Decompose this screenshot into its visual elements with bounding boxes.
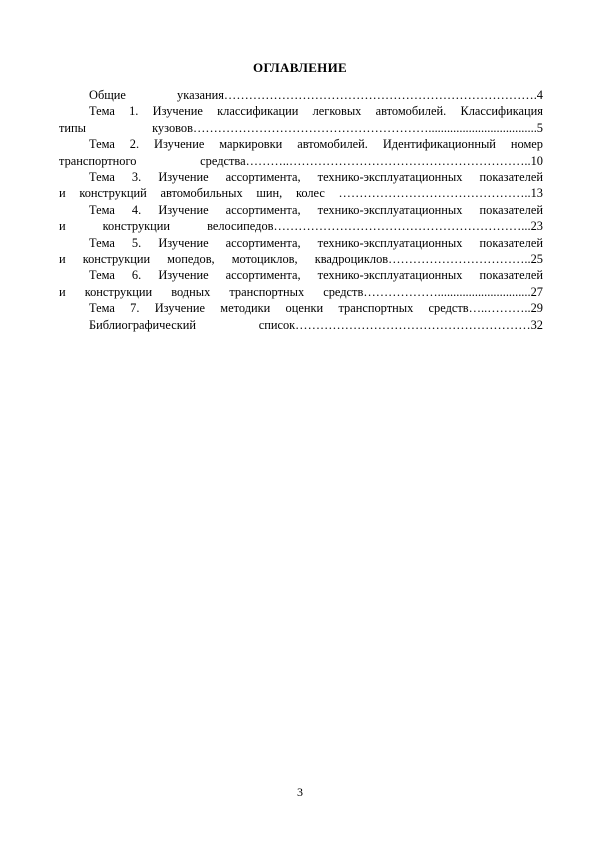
toc-entry-topic-2-line-2: транспортного средства………..…………………………………………………..10: [59, 153, 543, 168]
toc-entry-topic-7: Тема 7. Изучение методики оценки транспортных средств…..………..29: [89, 301, 543, 316]
toc-entry-topic-4-line-1: Тема 4. Изучение ассортимента, технико-эксплуатационных показателей: [89, 202, 543, 217]
page-number: 3: [297, 785, 303, 799]
toc-entry-general: Общие указания………………………………………………………………….4: [89, 88, 543, 102]
toc-entry-topic-6-line-2: и конструкции водных транспортных средств………………..............................27: [59, 284, 543, 299]
toc-entry-topic-5-line-2: и конструкции мопедов, мотоциклов, квадроциклов……………………………..25: [59, 252, 543, 267]
toc-entry-topic-2-line-1: Тема 2. Изучение маркировки автомобилей. Идентификационный номер: [89, 137, 543, 152]
toc-entry-topic-3-line-2: и конструкций автомобильных шин, колес ………………………………………..13: [59, 186, 543, 201]
toc-entry-bibliography: Библиографический список…………………………………………………32: [89, 317, 543, 332]
toc-entry-topic-5-line-1: Тема 5. Изучение ассортимента, технико-эксплуатационных показателей: [89, 235, 543, 250]
toc-entry-topic-3-line-1: Тема 3. Изучение ассортимента, технико-эксплуатационных показателей: [89, 170, 543, 185]
toc-entry-topic-1-line-2: типы кузовов…………………………………………………...................................5: [59, 120, 543, 135]
table-of-contents: [59, 87, 543, 333]
toc-entry-topic-4-line-2: и конструкции велосипедов……………………………………………………...23: [59, 219, 543, 234]
page-title: ОГЛАВЛЕНИЕ: [253, 60, 347, 75]
toc-entry-topic-1-line-1: Тема 1. Изучение классификации легковых автомобилей. Классификация: [89, 104, 543, 119]
toc-entry-topic-6-line-1: Тема 6. Изучение ассортимента, технико-эксплуатационных показателей: [89, 268, 543, 283]
